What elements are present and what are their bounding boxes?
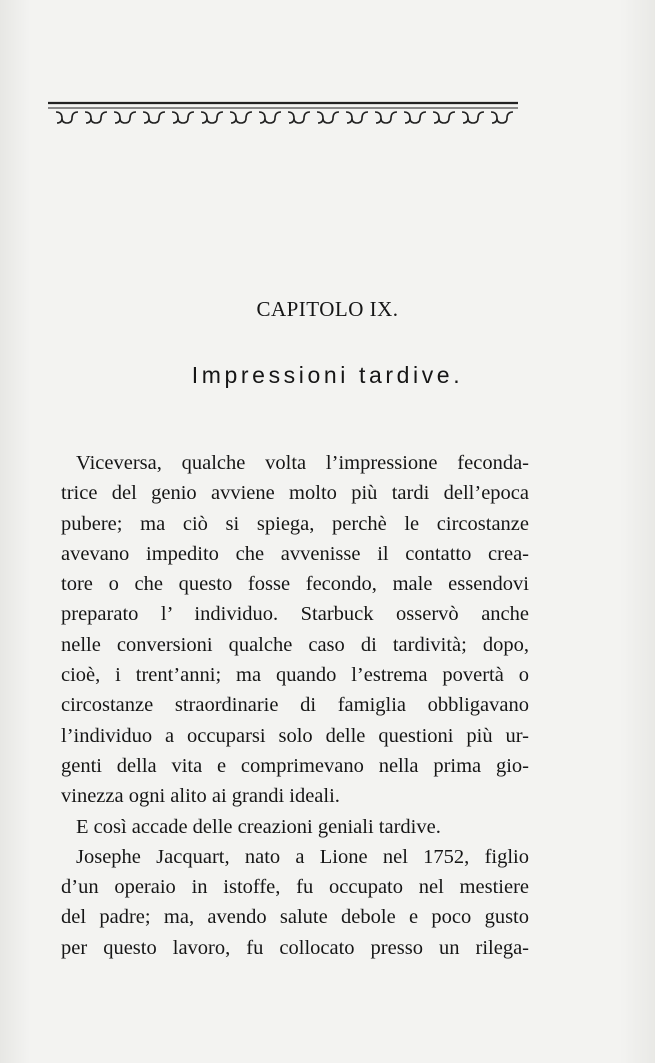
body-text [61,448,529,963]
text-line: vinezza ogni alito ai grandi ideali. [61,785,340,808]
text-line: trice del genio avviene molto più tardi dell’epoca [61,482,529,505]
text-line: pubere; ma ciò si spiega, perchè le circostanze [61,512,529,535]
chapter-title: Impressioni tardive. [191,362,464,388]
text-line: Josephe Jacquart, nato a Lione nel 1752, figlio [76,845,529,868]
text-line: genti della vita e comprimevano nella prima gio- [61,754,529,777]
text-line: Viceversa, qualche volta l’impressione feconda- [76,452,529,474]
text-line: l’individuo a occuparsi solo delle questioni più ur- [61,724,529,747]
text-line: tore o che questo fosse fecondo, male essendovi [61,573,529,596]
text-line: nelle conversioni qualche caso di tardività; dopo, [61,633,529,656]
text-line: avevano impedito che avvenisse il contatto crea- [61,542,529,565]
text-line: per questo lavoro, fu collocato presso un rilega- [61,936,529,959]
chapter-heading: CAPITOLO IX. [256,297,399,321]
text-line: circostanze straordinarie di famiglia obbligavano [61,694,529,717]
text-line: preparato l’ individuo. Starbuck osservò anche [61,603,529,626]
decorative-header-rule [48,100,518,130]
text-line: E così accade delle creazioni geniali tardive. [76,815,441,838]
text-line: del padre; ma, avendo salute debole e poco gusto [61,906,529,929]
text-line: d’un operaio in istoffe, fu occupato nel mestiere [61,876,529,899]
text-line: cioè, i trent’anni; ma quando l’estrema povertà o [61,664,529,687]
